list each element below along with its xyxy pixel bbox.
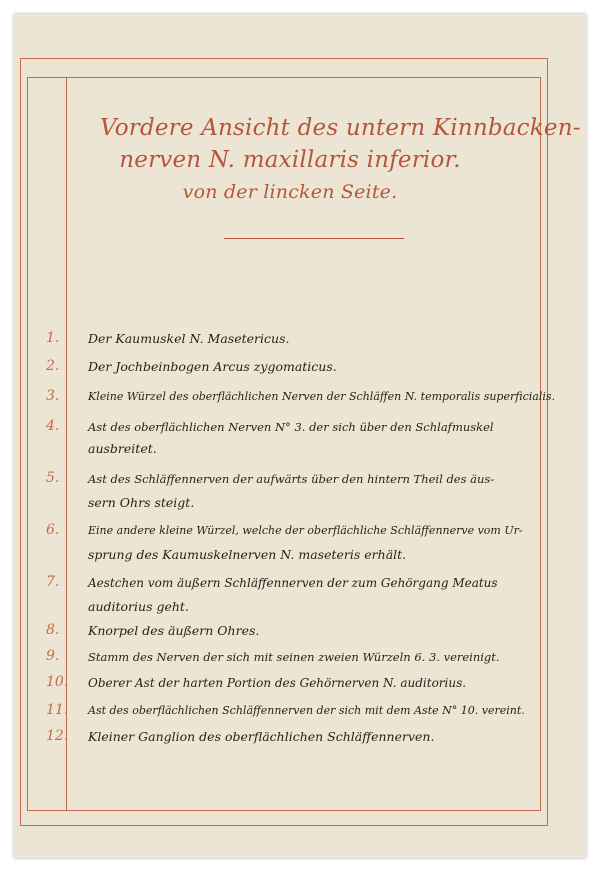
item-text: Kleiner Ganglion des oberflächlichen Schläffennerven. [88, 729, 435, 744]
title-line-3: von der lincken Seite. [182, 181, 398, 203]
item-number: 7. [46, 574, 60, 590]
title-line-2: nerven N. maxillaris inferior. [119, 147, 461, 173]
title-underline [224, 238, 404, 239]
item-text: Aestchen vom äußern Schläffennerven der zum Gehörgang Meatus [88, 576, 498, 590]
item-number: 12. [46, 728, 69, 744]
item-number: 1. [46, 330, 60, 346]
item-number: 8. [46, 622, 60, 638]
item-text: Ast des Schläffennerven der aufwärts über den hintern Theil des äus- [88, 472, 495, 486]
item-number: 4. [46, 418, 60, 434]
item-text: Stamm des Nerven der sich mit seinen zweien Würzeln 6. 3. vereinigt. [88, 650, 500, 664]
item-number: 2. [46, 358, 60, 374]
item-text-continued: sern Ohrs steigt. [88, 495, 195, 510]
title-line-1: Vordere Ansicht des untern Kinnbacken- [100, 115, 581, 141]
item-text: Kleine Würzel des oberflächlichen Nerven der Schläffen N. temporalis superficialis. [88, 390, 555, 403]
item-text: Ast des oberflächlichen Nerven N° 3. der sich über den Schlafmuskel [88, 420, 494, 434]
item-text: Ast des oberflächlichen Schläffennerven der sich mit dem Aste N° 10. vereint. [88, 704, 525, 717]
item-text: Oberer Ast der harten Portion des Gehörnerven N. auditorius. [88, 676, 467, 690]
item-number: 9. [46, 648, 60, 664]
item-text-continued: auditorius geht. [88, 599, 189, 614]
page-title [100, 112, 581, 208]
item-text-continued: sprung des Kaumuskelnerven N. maseteris erhält. [88, 547, 407, 562]
item-number: 5. [46, 470, 60, 486]
item-number: 10. [46, 674, 69, 690]
item-text: Knorpel des äußern Ohres. [88, 623, 260, 638]
item-text: Eine andere kleine Würzel, welche der oberflächliche Schläffennerve vom Ur- [88, 524, 523, 537]
item-text: Der Kaumuskel N. Masetericus. [88, 331, 290, 346]
item-number: 6. [46, 522, 60, 538]
item-number: 3. [46, 388, 60, 404]
margin-rule [66, 77, 67, 811]
item-text-continued: ausbreitet. [88, 441, 157, 456]
item-number: 11. [46, 702, 69, 718]
item-text: Der Jochbeinbogen Arcus zygomaticus. [88, 359, 337, 374]
